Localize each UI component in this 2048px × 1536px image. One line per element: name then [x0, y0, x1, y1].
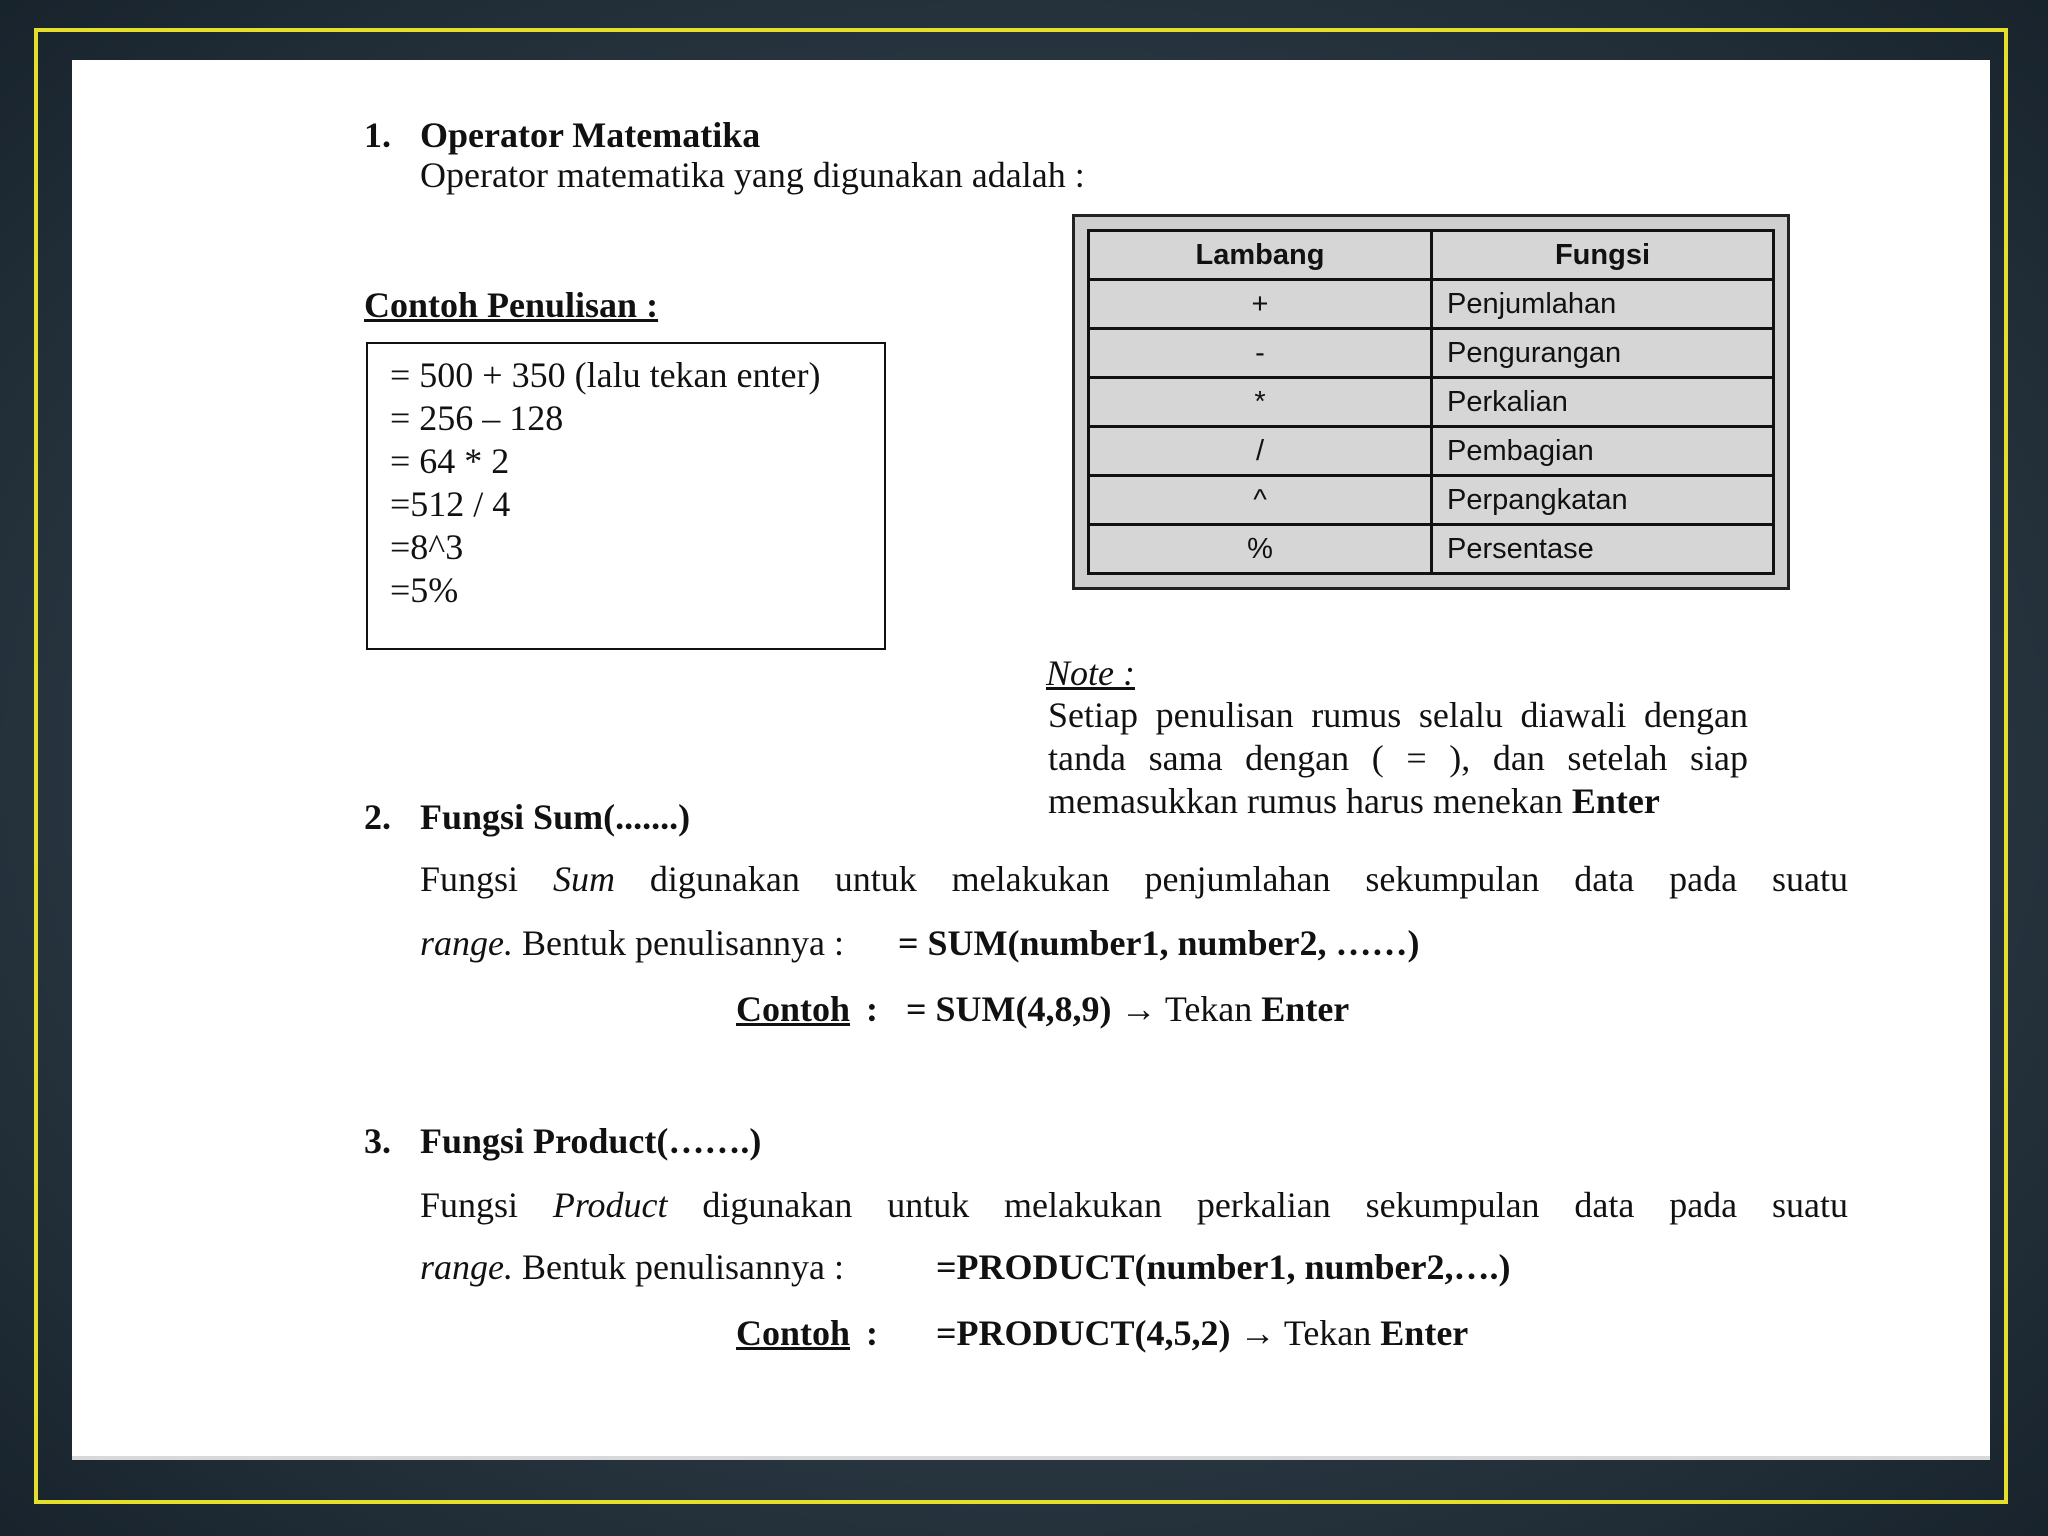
sum-example-formula: = SUM(4,8,9): [906, 989, 1112, 1029]
product-syntax: =PRODUCT(number1, number2,….): [936, 1247, 1511, 1287]
function-cell: Pembagian: [1432, 427, 1774, 476]
range-word: range.: [420, 1247, 513, 1287]
symbol-cell: /: [1089, 427, 1432, 476]
note-line: [1048, 780, 1660, 822]
desc-product: Product: [552, 1185, 668, 1225]
example-box: [366, 342, 886, 650]
function-cell: Penjumlahan: [1432, 280, 1774, 329]
desc-fungsi: Fungsi: [420, 859, 519, 899]
note-line: tanda sama dengan ( = ), dan setelah siap: [1048, 738, 1748, 778]
note-line3-text: memasukkan rumus harus menekan: [1048, 781, 1563, 821]
table-row: [1089, 280, 1774, 329]
section3-range: [420, 1246, 844, 1288]
function-cell: Persentase: [1432, 525, 1774, 574]
section2-example-label: Contoh: [736, 989, 851, 1029]
desc-sum: Sum: [552, 859, 615, 899]
table-row: [1089, 476, 1774, 525]
section3-example-colon: :: [866, 1313, 878, 1353]
operator-table-frame: [1072, 214, 1790, 590]
desc-fungsi: Fungsi: [420, 1185, 519, 1225]
section2-example: [906, 988, 1349, 1030]
example-line: =8^3: [390, 527, 464, 567]
symbol-cell: ^: [1089, 476, 1432, 525]
section3-number: 3.: [364, 1121, 391, 1161]
form-label: Bentuk penulisannya :: [522, 923, 844, 963]
table-row: [1089, 427, 1774, 476]
desc-rest: digunakan untuk melakukan penjumlahan sekumpulan data pada suatu: [649, 859, 1849, 899]
example-heading: Contoh Penulisan :: [364, 285, 659, 325]
section1-intro: Operator matematika yang digunakan adalah :: [420, 155, 1085, 195]
symbol-cell: -: [1089, 329, 1432, 378]
section2-description: [420, 858, 1848, 900]
product-example-formula: =PRODUCT(4,5,2): [936, 1313, 1231, 1353]
symbol-cell: *: [1089, 378, 1432, 427]
section1-title: Operator Matematika: [420, 115, 761, 155]
section2-range: [420, 922, 844, 964]
header-lambang: Lambang: [1089, 231, 1432, 280]
operator-table: [1087, 229, 1775, 575]
function-cell: Pengurangan: [1432, 329, 1774, 378]
form-label: Bentuk penulisannya :: [522, 1247, 844, 1287]
sum-syntax: = SUM(number1, number2, ……): [898, 923, 1420, 963]
note-enter: Enter: [1571, 781, 1660, 821]
symbol-cell: %: [1089, 525, 1432, 574]
section3-example: [936, 1312, 1468, 1354]
page-bottom-edge: [72, 1456, 1990, 1460]
section3-example-label: Contoh: [736, 1313, 851, 1353]
section3-description: [420, 1184, 1848, 1226]
example-line: = 500 + 350 (lalu tekan enter): [390, 355, 821, 395]
range-word: range.: [420, 923, 513, 963]
section2-example-colon: :: [866, 989, 878, 1029]
section2-title: Fungsi Sum(.......): [420, 797, 691, 837]
table-row: [1089, 525, 1774, 574]
example-line: =512 / 4: [390, 484, 511, 524]
example-enter: Enter: [1261, 989, 1350, 1029]
example-line: = 64 * 2: [390, 441, 510, 481]
table-row: [1089, 378, 1774, 427]
desc-rest: digunakan untuk melakukan perkalian sekumpulan data pada suatu: [702, 1185, 1848, 1225]
note-line: Setiap penulisan rumus selalu diawali dengan: [1048, 695, 1748, 735]
function-cell: Perkalian: [1432, 378, 1774, 427]
section2-number: 2.: [364, 797, 391, 837]
symbol-cell: +: [1089, 280, 1432, 329]
example-line: =5%: [390, 570, 459, 610]
section1-number: 1.: [364, 115, 391, 155]
header-fungsi: Fungsi: [1432, 231, 1774, 280]
example-line: = 256 – 128: [390, 398, 564, 438]
note-label: Note :: [1046, 653, 1135, 693]
example-arrow: → Tekan: [1239, 1313, 1372, 1353]
table-row: [1089, 329, 1774, 378]
document-page: [72, 60, 1990, 1460]
example-arrow: → Tekan: [1120, 989, 1253, 1029]
function-cell: Perpangkatan: [1432, 476, 1774, 525]
table-header-row: [1089, 231, 1774, 280]
section3-title: Fungsi Product(…….): [420, 1121, 762, 1161]
example-enter: Enter: [1380, 1313, 1469, 1353]
